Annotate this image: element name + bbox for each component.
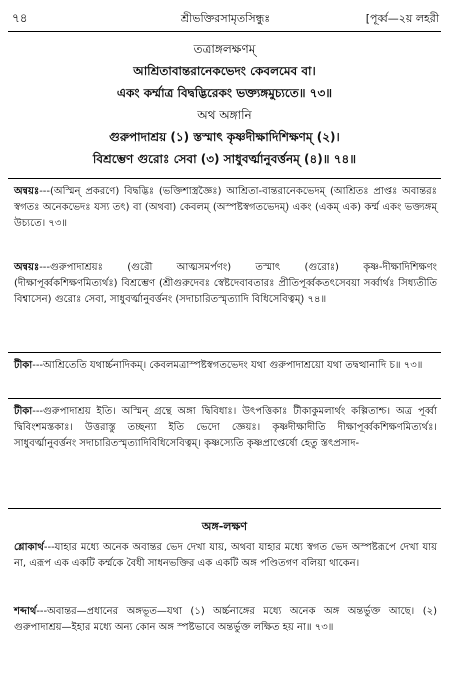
paragraph-label: শব্দার্থ [14,606,37,617]
paragraph-label: শ্লোকার্থ [14,542,44,553]
paragraph-text: ---(অস্মিন্ প্রকরণে) বিদ্বদ্ভিঃ (ভক্তিশাস্ত্রজ্ঞৈঃ) আশ্রিতা-বান্তরানেকভেদম্ (আশ্রিতঃ প্রাপ্তঃ অবান্তরঃ স্বগতঃ অনেকভেদঃ যস্য তৎ) বা (অথবা) কেবলম্ (অস্পষ্টস্বগতভেদম্) একং (একম্ এক) কর্ম্ম একং ভক্ত্যঙ্গম্ উচ্যতে। ৭৩॥ [14,186,437,229]
divider [8,508,441,509]
verse-line: একং কর্ম্মাত্র বিদ্বদ্ভিরেকং ভক্ত্যঙ্গমুচ্যতে॥ ৭৩॥ [116,86,333,100]
anvaya-paragraph [14,260,437,308]
paragraph-text: ---গুরুপাদাশ্রয়ঃ (গুরৌ আত্মসমর্পণং) তস্মাৎ (গুরোঃ) কৃষ্ণ-দীক্ষাদিশিক্ষণং (দীক্ষাপূর্ব্বকশিক্ষণমিত্যর্থঃ) বিশ্রম্ভেণ (শ্রীগুরুদেবঃ স্বেষ্টদেবাবতারঃ প্রীতিপূর্ব্বকতৎসেবয়া সর্ব্বার্থঃ সিধ্যতীতি বিশ্বাসেন) গুরোঃ সেবা, সাধুবর্ত্মানুবর্ত্তনং (সদাচারিতস্মৃত্যাদি বিধিসেবিত্বম্) ৭৪॥ [14,262,437,305]
anvaya-paragraph [14,184,437,232]
book-title: শ্রীভক্তিরসামৃতসিন্ধুঃ [180,12,271,25]
paragraph-label: টীকা [14,406,33,417]
verse-line: বিশ্রম্ভেণ গুরোঃ সেবা (৩) সাধুবর্ত্মানুবর্ত্তনম্ (৪)॥ ৭৪॥ [92,152,357,166]
page-header [12,8,439,30]
paragraph-text: ---গুরুপাদাশ্রয় ইতি। অস্মিন্ গ্রন্থে অঙ্গা দ্বিবিধাঃ। উৎপত্তিকাঃ টীকাকুমলার্থং কল্পিতাশ্চ। অত্র পূর্ব্বা দ্বিবিংশমস্তকাঃ। উত্তরাস্তু তচ্ছন্যা ইতি ভেদো জ্ঞেয়ঃ। কৃষ্ণদীক্ষাদীতি দীক্ষাপূর্ব্বকশিক্ষণমিত্যর্থঃ। সাধুবর্ত্মানুবর্ত্তনং সদাচারিতস্মৃত্যাদিবিধিসেবিত্বম্। কৃষ্ণস্যেতি কৃষ্ণপ্রাপ্তের্ষো হেতু স্তৎপ্রসাদ- [14,406,437,449]
paragraph-text: ---অবান্তর—প্রধানের অঙ্গভূত—যথা (১) অর্চ্চনাঙ্গের মধ্যে অনেক অঙ্গ অন্তর্ভুক্ত আছে। (২) গুরুপাদাশ্রয়—ইহার মধ্যে অন্য কোন অঙ্গ স্পষ্টভাবে অন্তর্ভুক্ত লক্ষিত হয় না॥ ৭৩॥ [14,606,437,633]
paragraph-text: ---আশ্রিতেতি যথার্চ্চনাদিকম্। কেবলমত্রাস্পষ্টস্বগতভেদং যথা গুরুপাদাশ্রয়ো যথা তদ্বত্থানাদি চ॥ ৭৩॥ [32,360,423,371]
tika-paragraph [14,358,437,374]
verse-line: অথ অঙ্গানি [197,108,252,122]
paragraph-label: অন্বয়ঃ [14,186,40,197]
divider [8,178,441,179]
section-label: [পূর্ব্ব—২য় লহরী [365,12,439,25]
section-title: অঙ্গ-লক্ষণ [201,520,248,533]
header-rule [8,31,441,32]
sanskrit-verse [0,38,449,170]
tika-paragraph [14,404,437,452]
paragraph-label: টীকা [14,360,33,371]
divider [8,398,441,399]
shabdartha-paragraph [14,604,437,636]
paragraph-text: ---যাহার মধ্যে অনেক অবান্তর ভেদ দেখা যায়, অথবা যাহার মধ্যে স্বগত ভেদ অস্পষ্টরূপে দেখা যায় না, এরূপ এক একটি কর্ম্মকে বৈধী সাধনভক্তির এক একটি অঙ্গ পণ্ডিতগণ বলিয়া থাকেন। [14,542,437,569]
verse-line: আশ্রিতাবান্তরানেকভেদং কেবলমেব বা। [133,64,316,78]
divider [8,352,441,353]
verse-line: গুরুপাদাশ্রয় (১) স্তস্মাৎ কৃষ্ণদীক্ষাদিশিক্ষণম্ (২)। [109,130,340,144]
verse-line: তত্রাঙ্গলক্ষণম্ [193,42,256,56]
shlokartha-paragraph [14,540,437,572]
paragraph-label: অন্বয়ঃ [14,262,40,273]
page-number: ৭৪ [12,11,28,25]
